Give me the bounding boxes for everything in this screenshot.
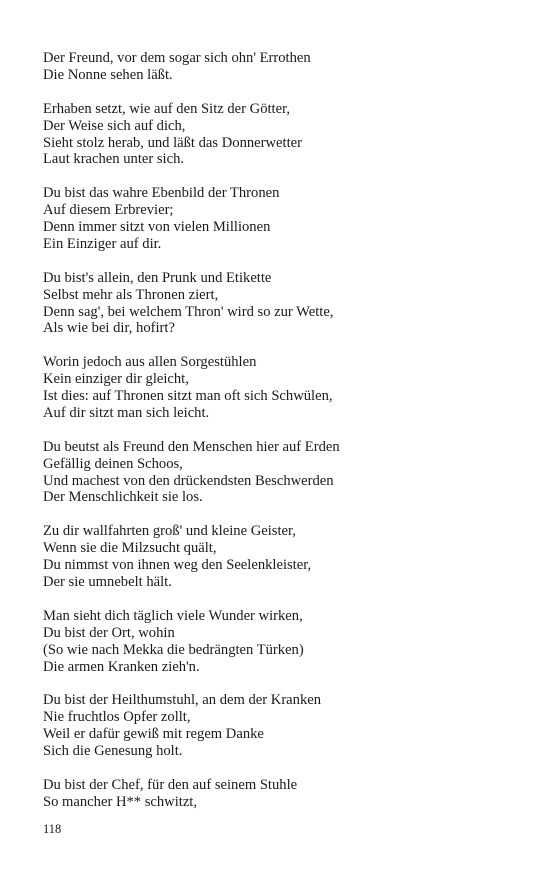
- verse-line: Ist dies: auf Thronen sitzt man oft sich Schwülen,: [43, 388, 333, 405]
- verse-line: Der Menschlichkeit sie los.: [43, 489, 203, 506]
- verse-line: Die Nonne sehen läßt.: [43, 66, 173, 83]
- stanza: [43, 50, 523, 84]
- verse-line: Und machest von den drückendsten Beschwerden: [43, 472, 334, 489]
- verse-line: Du beutst als Freund den Menschen hier auf Erden: [43, 438, 340, 455]
- stanza: [43, 777, 523, 811]
- stanza: [43, 608, 523, 676]
- page-number: 118: [43, 822, 62, 836]
- verse-line: Laut krachen unter sich.: [43, 151, 185, 168]
- verse-line: Nie fruchtlos Opfer zollt,: [43, 709, 191, 726]
- verse-line: Kein einziger dir gleicht,: [43, 371, 189, 388]
- verse-line: Der sie umnebelt hält.: [43, 574, 172, 590]
- verse-line: Sich die Genesung holt.: [43, 743, 183, 760]
- verse-line: Auf dir sitzt man sich leicht.: [43, 404, 210, 421]
- stanza: [43, 692, 523, 760]
- verse-line: Du bist der Ort, wohin: [43, 624, 175, 641]
- poem-text: [43, 50, 523, 828]
- stanza: [43, 270, 523, 338]
- stanza: [43, 354, 523, 422]
- verse-line: Die armen Kranken zieh'n.: [43, 658, 200, 675]
- verse-line: Selbst mehr als Thronen ziert,: [43, 286, 219, 303]
- verse-line: Ein Einziger auf dir.: [43, 235, 162, 252]
- stanza: [43, 101, 523, 169]
- verse-line: Du nimmst von ihnen weg den Seelenkleister,: [43, 557, 312, 574]
- verse-line: Weil er dafür gewiß mit regem Danke: [43, 726, 264, 743]
- verse-line: Man sieht dich täglich viele Wunder wirken,: [43, 607, 303, 624]
- verse-line: Sieht stolz herab, und läßt das Donnerwetter: [43, 134, 302, 151]
- verse-line: Zu dir wallfahrten groß' und kleine Geister,: [43, 523, 296, 540]
- verse-line: Worin jedoch aus allen Sorgestühlen: [43, 354, 257, 371]
- verse-line: Als wie bei dir, hofirt?: [43, 320, 175, 337]
- verse-line: Wenn sie die Milzsucht quält,: [43, 540, 217, 557]
- verse-line: Du bist's allein, den Prunk und Etikette: [43, 269, 272, 286]
- stanza: [43, 523, 523, 591]
- verse-line: (So wie nach Mekka die bedrängten Türken): [43, 641, 304, 658]
- verse-line: Erhaben setzt, wie auf den Sitz der Götter,: [43, 100, 291, 117]
- stanza: [43, 185, 523, 253]
- stanza: [43, 439, 523, 507]
- verse-line: Du bist das wahre Ebenbild der Thronen: [43, 185, 280, 202]
- verse-line: Denn immer sitzt von vielen Millionen: [43, 219, 271, 236]
- verse-line: Der Freund, vor dem sogar sich ohn' Errothen: [43, 50, 311, 66]
- verse-line: Du bist der Heilthumstuhl, an dem der Kranken: [43, 692, 322, 709]
- verse-line: Gefällig deinen Schoos,: [43, 455, 183, 472]
- verse-line: Du bist der Chef, für den auf seinem Stuhle: [43, 776, 298, 793]
- verse-line: Der Weise sich auf dich,: [43, 117, 186, 134]
- verse-line: Auf diesem Erbrevier;: [43, 202, 174, 219]
- verse-line: So mancher H** schwitzt,: [43, 793, 198, 810]
- verse-line: Denn sag', bei welchem Thron' wird so zur Wette,: [43, 303, 334, 320]
